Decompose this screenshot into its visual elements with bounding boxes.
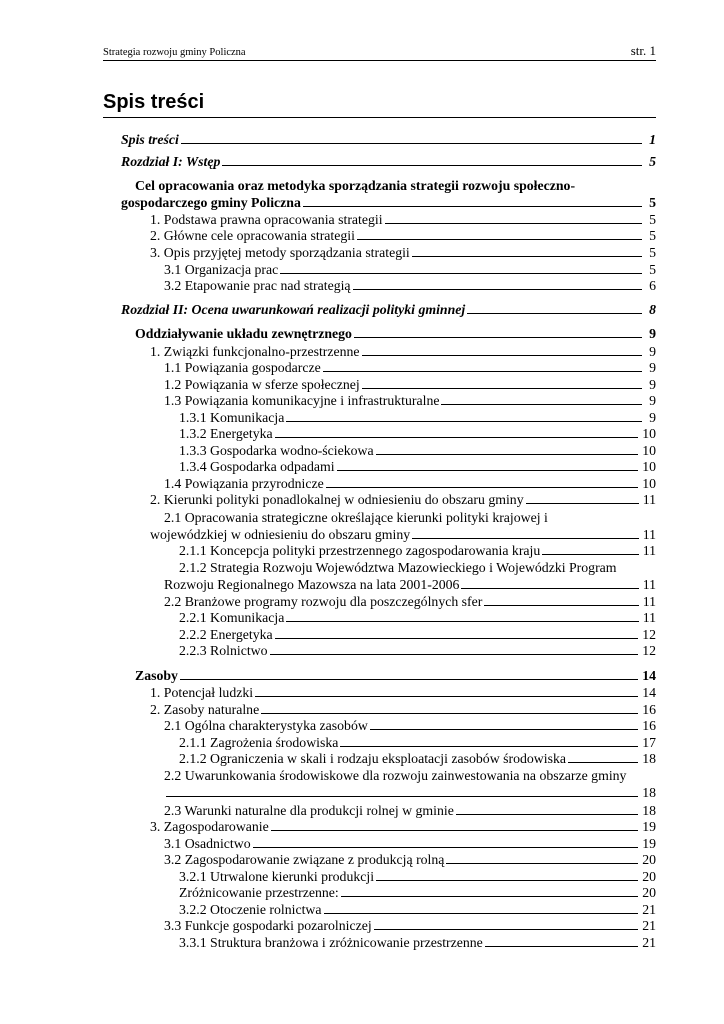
toc-entry[interactable]	[103, 702, 656, 719]
toc-leader-line	[542, 543, 638, 555]
toc-page-number: 5	[649, 245, 656, 260]
toc-leader-line	[341, 885, 638, 897]
toc-entry-text: 1.1 Powiązania gospodarcze	[164, 360, 321, 375]
toc-leader-line	[412, 245, 642, 257]
toc-page-number: 21	[642, 902, 656, 917]
toc-entry[interactable]	[103, 262, 656, 279]
toc-page-number: 10	[642, 476, 656, 491]
toc-leader-line	[324, 902, 639, 914]
toc-page-number: 18	[642, 751, 656, 766]
toc-page-number: 9	[649, 360, 656, 375]
toc-entry[interactable]	[103, 543, 656, 560]
toc-entry[interactable]	[103, 410, 656, 427]
toc-leader-line	[270, 643, 639, 655]
toc-entry[interactable]	[103, 212, 656, 229]
toc-entry-text: Oddziaływanie układu zewnętrznego	[135, 326, 352, 341]
toc-page-number: 16	[642, 702, 656, 717]
toc-entry-text: Cel opracowania oraz metodyka sporządzania strategii rozwoju społeczno-	[135, 178, 576, 193]
toc-entry[interactable]	[103, 718, 656, 735]
toc-leader-line	[412, 527, 639, 539]
toc-entry[interactable]	[103, 132, 656, 149]
toc-page-number: 16	[642, 718, 656, 733]
toc-entry[interactable]	[103, 627, 656, 644]
toc-entry[interactable]	[103, 803, 656, 820]
toc-leader-line	[376, 869, 638, 881]
toc-leader-line	[253, 836, 639, 848]
toc-entry-text: 3.1 Osadnictwo	[164, 836, 251, 851]
toc-entry[interactable]	[103, 476, 656, 493]
toc-entry-text: 2.2 Branżowe programy rozwoju dla poszczególnych sfer	[164, 594, 483, 609]
toc-page-number: 9	[649, 393, 656, 408]
toc-leader-line	[568, 751, 638, 763]
toc-entry[interactable]	[103, 326, 656, 343]
toc-leader-line	[275, 627, 639, 639]
toc-page-number: 17	[642, 735, 656, 750]
toc-entry-text: gospodarczego gminy Policzna	[121, 194, 301, 210]
toc-leader-line	[385, 212, 642, 224]
toc-entry[interactable]	[103, 459, 656, 476]
toc-entry-text: 2.2.3 Rolnictwo	[179, 643, 268, 658]
toc-entry[interactable]	[103, 245, 656, 262]
toc-leader-line	[362, 344, 642, 356]
toc-page-number: 20	[642, 852, 656, 867]
toc-page-number: 5	[649, 262, 656, 277]
toc-entry-text: 3.3.1 Struktura branżowa i zróżnicowanie przestrzenne	[179, 935, 483, 950]
toc-page-number: 11	[642, 576, 656, 592]
toc-entry-text: 2.1.1 Zagrożenia środowiska	[179, 735, 339, 750]
toc-leader-line	[181, 132, 642, 144]
toc-entry[interactable]	[103, 302, 656, 319]
toc-entry-text: Zróżnicowanie przestrzenne:	[179, 885, 339, 900]
toc-leader-line	[461, 577, 638, 589]
toc-entry-text: 1. Potencjał ludzki	[150, 685, 254, 700]
toc-leader-line	[275, 426, 639, 438]
toc-leader-line	[353, 278, 642, 290]
toc-entry-text: Rozdział I: Wstęp	[121, 154, 221, 169]
toc-page-number: 12	[642, 643, 656, 658]
toc-entry[interactable]	[103, 344, 656, 361]
toc-page-number: 9	[649, 410, 656, 425]
toc-entry[interactable]	[103, 836, 656, 853]
toc-page-number: 19	[642, 836, 656, 851]
toc-entry-text: 2.1.1 Koncepcja polityki przestrzennego zagospodarowania kraju	[179, 543, 541, 558]
toc-entry[interactable]	[103, 935, 656, 952]
toc-leader-line	[485, 935, 638, 947]
toc-leader-line	[340, 735, 638, 747]
toc-entry-text: 3.3 Funkcje gospodarki pozarolniczej	[164, 918, 372, 933]
toc-leader-line	[357, 228, 642, 240]
toc-page-number: 1	[649, 132, 656, 147]
toc-leader-line	[446, 852, 638, 864]
toc-entry[interactable]	[103, 869, 656, 886]
toc-page-number: 11	[642, 594, 656, 609]
header-document-title: Strategia rozwoju gminy Policzna	[103, 47, 246, 58]
toc-entry[interactable]	[103, 819, 656, 836]
toc-entry-text: 3.2.2 Otoczenie rolnictwa	[179, 902, 322, 917]
toc-leader-line	[526, 492, 639, 504]
toc-page-number: 9	[649, 377, 656, 392]
toc-entry[interactable]	[103, 393, 656, 410]
toc-entry-text: 3.2 Etapowanie prac nad strategią	[164, 278, 351, 293]
toc-entry[interactable]	[103, 594, 656, 611]
toc-page-number: 9	[649, 344, 656, 359]
toc-entry-text: 2.2 Uwarunkowania środowiskowe dla rozwoju zainwestowania na obszarze gminy	[164, 768, 627, 783]
toc-entry-text: 1.3.3 Gospodarka wodno-ściekowa	[179, 443, 374, 458]
toc-entry[interactable]	[103, 426, 656, 443]
toc-entry[interactable]	[103, 751, 656, 768]
toc-entry-text: 1.3 Powiązania komunikacyjne i infrastrukturalne	[164, 393, 440, 408]
toc-page-number: 5	[649, 228, 656, 243]
toc-page-number: 20	[642, 869, 656, 884]
toc-leader-line	[261, 702, 638, 714]
toc-entry-text: 1.3.2 Energetyka	[179, 426, 273, 441]
toc-entry-text: Rozwoju Regionalnego Mazowsza na lata 2001-2006	[164, 576, 460, 592]
toc-page-number: 10	[642, 443, 656, 458]
toc-page-number: 19	[642, 819, 656, 834]
toc-leader-line	[441, 393, 642, 405]
toc-page-number: 11	[642, 526, 656, 542]
toc-entry-text: 3.1 Organizacja prac	[164, 262, 279, 277]
toc-entry-text: Spis treści	[121, 132, 179, 147]
toc-entry[interactable]	[103, 178, 656, 211]
toc-page-number: 11	[642, 610, 656, 625]
toc-leader-line	[286, 610, 638, 622]
toc-entry-text: 3. Opis przyjętej metody sporządzania strategii	[150, 245, 410, 260]
toc-page-number: 21	[642, 918, 656, 933]
toc-leader-line	[370, 718, 638, 730]
toc-entry-text: 2. Zasoby naturalne	[150, 702, 260, 717]
toc-entry-text: 3. Zagospodarowanie	[150, 819, 269, 834]
toc-entry[interactable]	[103, 902, 656, 919]
toc-page-number: 8	[649, 302, 656, 317]
toc-entry-text: wojewódzkiej w odniesieniu do obszaru gminy	[150, 526, 411, 542]
toc-entry[interactable]	[103, 492, 656, 509]
toc-entry-text: 2.1.2 Ograniczenia w skali i rodzaju eksploatacji zasobów środowiska	[179, 751, 566, 766]
toc-entry[interactable]	[103, 668, 656, 685]
toc-entry[interactable]	[103, 560, 656, 593]
toc-leader-line	[467, 302, 642, 314]
toc-entry[interactable]	[103, 228, 656, 245]
toc-leader-line	[280, 262, 642, 274]
toc-entry[interactable]	[103, 278, 656, 295]
toc-entry-text: 1. Podstawa prawna opracowania strategii	[150, 212, 383, 227]
toc-entry-text: 2.1.2 Strategia Rozwoju Województwa Mazowieckiego i Wojewódzki Program	[179, 560, 617, 575]
toc-page-number: 11	[642, 492, 656, 507]
toc-entry[interactable]	[103, 610, 656, 627]
toc-entry-text: 3.2 Zagospodarowanie związane z produkcją rolną	[164, 852, 445, 867]
toc-leader-line	[354, 326, 642, 338]
header-page-number: str. 1	[630, 43, 656, 58]
toc-leader-line	[456, 803, 638, 815]
toc-entry-text: 1.4 Powiązania przyrodnicze	[164, 476, 324, 491]
toc-leader-line	[255, 685, 638, 697]
toc-entry[interactable]	[103, 377, 656, 394]
toc-leader-line	[484, 594, 638, 606]
toc-leader-line	[337, 459, 639, 471]
toc-entry[interactable]	[103, 852, 656, 869]
toc-leader-line	[326, 476, 638, 488]
toc-leader-line	[180, 668, 638, 680]
toc-entry[interactable]	[103, 685, 656, 702]
toc-page-number: 12	[642, 627, 656, 642]
toc-entry-text: 3.2.1 Utrwalone kierunki produkcji	[179, 869, 375, 884]
toc-entry-text: 2.1 Ogólna charakterystyka zasobów	[164, 718, 368, 733]
toc-page-number: 20	[642, 885, 656, 900]
toc-leader-line	[374, 918, 639, 930]
toc-page-number: 18	[642, 784, 656, 800]
toc-page-number: 18	[642, 803, 656, 818]
toc-entry[interactable]	[103, 643, 656, 660]
toc-leader-line	[323, 360, 642, 372]
toc-entry[interactable]	[103, 443, 656, 460]
toc-entry[interactable]	[103, 735, 656, 752]
toc-entry-text: 2.1 Opracowania strategiczne określające kierunki polityki krajowej i	[164, 510, 548, 525]
page-header	[103, 42, 656, 61]
toc-entry-text: 1. Związki funkcjonalno-przestrzenne	[150, 344, 360, 359]
toc-page-number: 5	[649, 194, 656, 210]
toc-entry-text: 2.2.2 Energetyka	[179, 627, 273, 642]
toc-entry[interactable]	[103, 768, 656, 801]
toc-entry-text: 1.3.1 Komunikacja	[179, 410, 285, 425]
toc-entry-text: Zasoby	[135, 668, 178, 683]
toc-leader-line	[376, 443, 639, 455]
toc-entry-text: 1.3.4 Gospodarka odpadami	[179, 459, 335, 474]
toc-leader-line	[166, 785, 638, 797]
toc-entry[interactable]	[103, 154, 656, 171]
toc-entry-text: 2.2.1 Komunikacja	[179, 610, 285, 625]
toc-entry[interactable]	[103, 918, 656, 935]
toc-page-number: 9	[649, 326, 656, 341]
toc-page-number: 10	[642, 426, 656, 441]
toc-entry-text: 1.2 Powiązania w sferze społecznej	[164, 377, 360, 392]
toc-page-number: 11	[642, 543, 656, 558]
toc-entry-text: 2. Główne cele opracowania strategii	[150, 228, 355, 243]
toc-entry-text: 2.3 Warunki naturalne dla produkcji rolnej w gminie	[164, 803, 454, 818]
toc-entry[interactable]	[103, 885, 656, 902]
toc-leader-line	[362, 377, 642, 389]
toc-leader-line	[303, 195, 642, 207]
toc-page-number: 6	[649, 278, 656, 293]
toc-page-number: 5	[649, 154, 656, 169]
toc-page-number: 5	[649, 212, 656, 227]
toc-page-number: 14	[642, 668, 656, 683]
toc-entry[interactable]	[103, 510, 656, 543]
toc-entry-text: Rozdział II: Ocena uwarunkowań realizacji polityki gminnej	[121, 302, 466, 317]
toc-leader-line	[271, 819, 638, 831]
toc-page-number: 14	[642, 685, 656, 700]
toc-leader-line	[222, 154, 642, 166]
toc-entry[interactable]	[103, 360, 656, 377]
toc-page-number: 10	[642, 459, 656, 474]
page-title: Spis treści	[103, 90, 656, 118]
toc-leader-line	[286, 410, 642, 422]
toc-entry-text: 2. Kierunki polityki ponadlokalnej w odniesieniu do obszaru gminy	[150, 492, 524, 507]
toc-page-number: 21	[642, 935, 656, 950]
